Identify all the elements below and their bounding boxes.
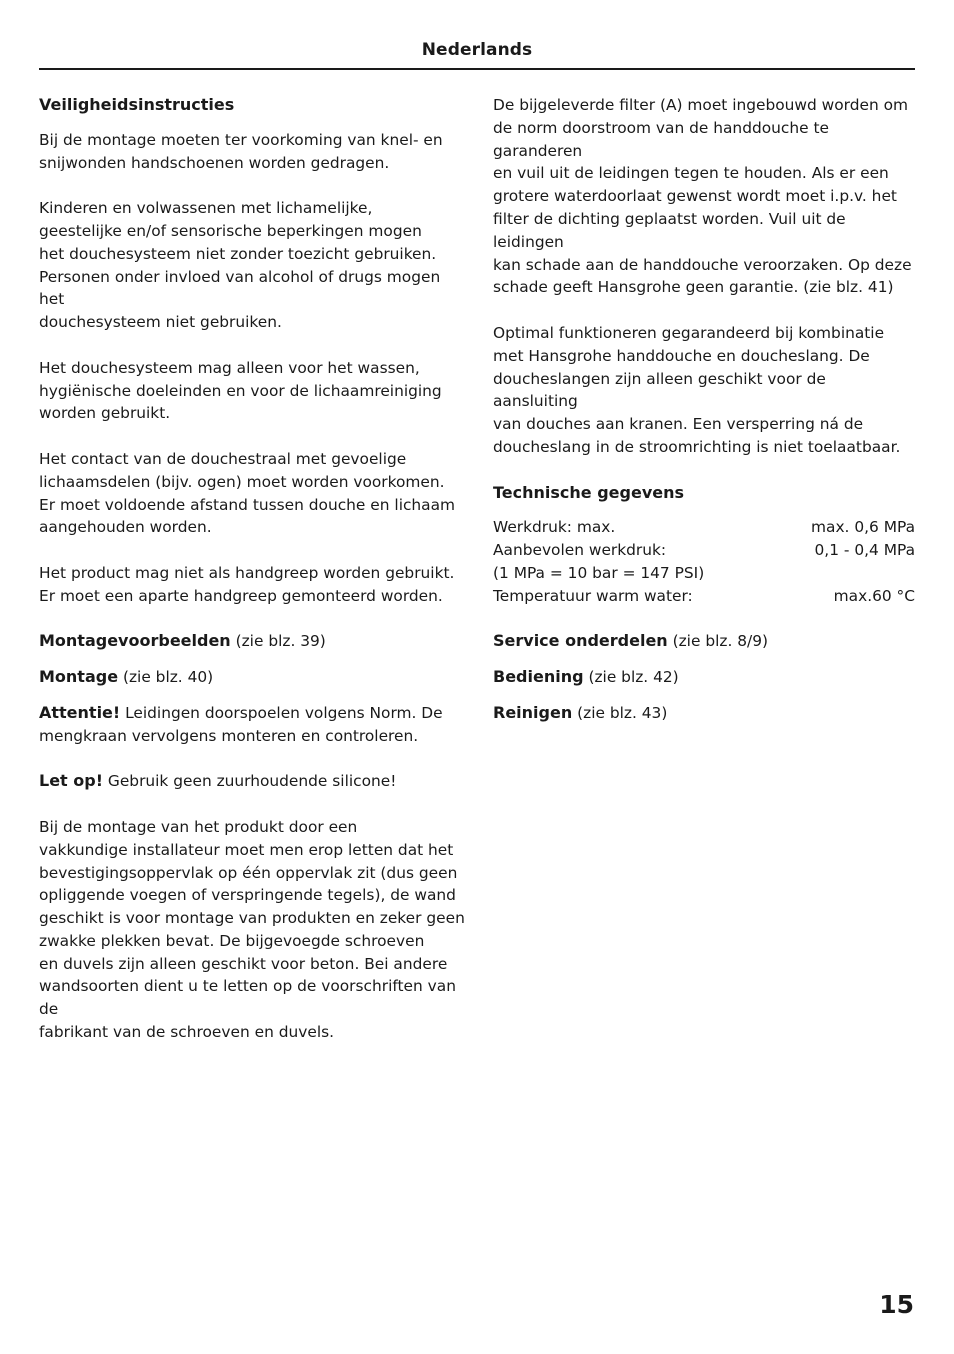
text-line: Er moet voldoende afstand tussen douche en lichaam: [39, 495, 456, 514]
text-line: filter de dichting geplaatst worden. Vuil uit de leidingen: [493, 209, 846, 251]
bediening-line: [493, 666, 915, 689]
spec-label: Temperatuur warm water:: [493, 586, 693, 605]
spec-row: [493, 539, 915, 562]
montagevoorbeelden-label: Montagevoorbeelden: [39, 631, 231, 651]
text-line: zwakke plekken bevat. De bijgevoegde schroeven: [39, 931, 425, 950]
safety-paragraph-4: [39, 448, 469, 539]
text-line: wandsoorten dient u te letten op de voorschriften van de: [39, 977, 456, 1019]
text-line: doucheslang in de stroomrichting is niet toelaatbaar.: [493, 437, 901, 456]
text-line: en duvels zijn alleen geschikt voor beton. Bei andere: [39, 954, 448, 973]
bediening-label: Bediening: [493, 667, 584, 687]
tech-specs-table: [493, 516, 915, 607]
filter-paragraph: [493, 94, 915, 299]
reinigen-ref: (zie blz. 43): [572, 703, 668, 722]
reinigen-line: [493, 702, 915, 725]
letop-line: [39, 770, 469, 793]
left-column: [39, 94, 469, 1044]
text-line: de norm doorstroom van de handdouche te garanderen: [493, 118, 829, 160]
text-line: douchesysteem niet gebruiken.: [39, 313, 282, 332]
spec-value: 0,1 - 0,4 MPa: [814, 541, 915, 560]
montage-ref: (zie blz. 40): [118, 668, 214, 687]
montage-line: [39, 666, 469, 689]
montagevoorbeelden-ref: (zie blz. 39): [230, 632, 326, 651]
spec-value: max.60 °C: [833, 586, 915, 605]
text-line: aangehouden worden.: [39, 518, 212, 537]
safety-heading: Veiligheidsinstructies: [39, 95, 235, 114]
text-line: Bij de montage van het produkt door een: [39, 817, 358, 836]
text-line: schade geeft Hansgrohe geen garantie. (zie blz. 41): [493, 278, 894, 297]
text-line: lichaamsdelen (bijv. ogen) moet worden voorkomen.: [39, 472, 445, 491]
reinigen-label: Reinigen: [493, 702, 573, 722]
attentie-text: Leidingen doorspoelen volgens Norm. De: [120, 703, 443, 722]
right-column: [493, 94, 915, 725]
attentie-text-2: mengkraan vervolgens monteren en controleren.: [39, 726, 419, 745]
attentie-label: Attentie!: [39, 702, 121, 722]
spec-label: (1 MPa = 10 bar = 147 PSI): [493, 563, 705, 582]
text-line: van douches aan kranen. Een versperring ná de: [493, 415, 864, 434]
text-line: geestelijke en/of sensorische beperkingen mogen: [39, 221, 422, 240]
spec-value: max. 0,6 MPa: [811, 518, 915, 537]
spec-label: Werkdruk: max.: [493, 518, 616, 537]
safety-paragraph-5: [39, 562, 469, 608]
safety-paragraph-3: [39, 357, 469, 425]
bediening-ref: (zie blz. 42): [583, 668, 679, 687]
service-label: Service onderdelen: [493, 631, 668, 651]
page-language-header: Nederlands: [421, 40, 533, 60]
text-line: snijwonden handschoenen worden gedragen.: [39, 153, 390, 172]
text-line: Kinderen en volwassenen met lichamelijke,: [39, 199, 373, 218]
text-line: Het product mag niet als handgreep worden gebruikt.: [39, 563, 455, 582]
text-line: met Hansgrohe handdouche en doucheslang. De: [493, 346, 870, 365]
text-line: en vuil uit de leidingen tegen te houden. Als er een: [493, 164, 889, 183]
installation-paragraph: [39, 816, 469, 1044]
text-line: kan schade aan de handdouche veroorzaken. Op deze: [493, 255, 912, 274]
text-line: opliggende voegen of verspringende tegels), de wand: [39, 886, 456, 905]
optimal-paragraph: [493, 322, 915, 459]
attentie-paragraph: [39, 702, 469, 748]
safety-paragraph-1: [39, 129, 469, 175]
page-number: 15: [879, 1290, 914, 1319]
text-line: vakkundige installateur moet men erop letten dat het: [39, 840, 454, 859]
text-line: Bij de montage moeten ter voorkoming van knel- en: [39, 130, 443, 149]
text-line: De bijgeleverde filter (A) moet ingebouwd worden om: [493, 96, 909, 114]
text-line: Het douchesysteem mag alleen voor het wassen,: [39, 358, 420, 377]
text-line: Personen onder invloed van alcohol of drugs mogen het: [39, 267, 441, 309]
spec-row: [493, 562, 915, 585]
spec-row: [493, 585, 915, 608]
spec-label: Aanbevolen werkdruk:: [493, 541, 667, 560]
text-line: geschikt is voor montage van produkten en zeker geen: [39, 909, 465, 928]
text-line: hygiënische doeleinden en voor de lichaamreiniging: [39, 381, 442, 400]
text-line: bevestigingsoppervlak op één oppervlak zit (dus geen: [39, 863, 458, 882]
spec-row: [493, 516, 915, 539]
text-line: Er moet een aparte handgreep gemonteerd worden.: [39, 586, 443, 605]
text-line: het douchesysteem niet zonder toezicht gebruiken.: [39, 244, 437, 263]
service-line: [493, 630, 915, 653]
text-line: Het contact van de douchestraal met gevoelige: [39, 449, 407, 468]
montage-label: Montage: [39, 667, 119, 687]
service-ref: (zie blz. 8/9): [667, 632, 768, 651]
text-line: Optimal funktioneren gegarandeerd bij kombinatie: [493, 323, 885, 342]
header-divider: [39, 68, 915, 70]
safety-paragraph-2: [39, 197, 469, 334]
text-line: fabrikant van de schroeven en duvels.: [39, 1023, 335, 1042]
letop-label: Let op!: [39, 771, 104, 791]
text-line: worden gebruikt.: [39, 404, 171, 423]
text-line: doucheslangen zijn alleen geschikt voor de aansluiting: [493, 369, 826, 411]
tech-heading: Technische gegevens: [493, 482, 685, 502]
text-line: grotere waterdoorlaat gewenst wordt moet i.p.v. het: [493, 187, 897, 206]
letop-text: Gebruik geen zuurhoudende silicone!: [103, 772, 397, 791]
montagevoorbeelden-line: [39, 630, 469, 653]
